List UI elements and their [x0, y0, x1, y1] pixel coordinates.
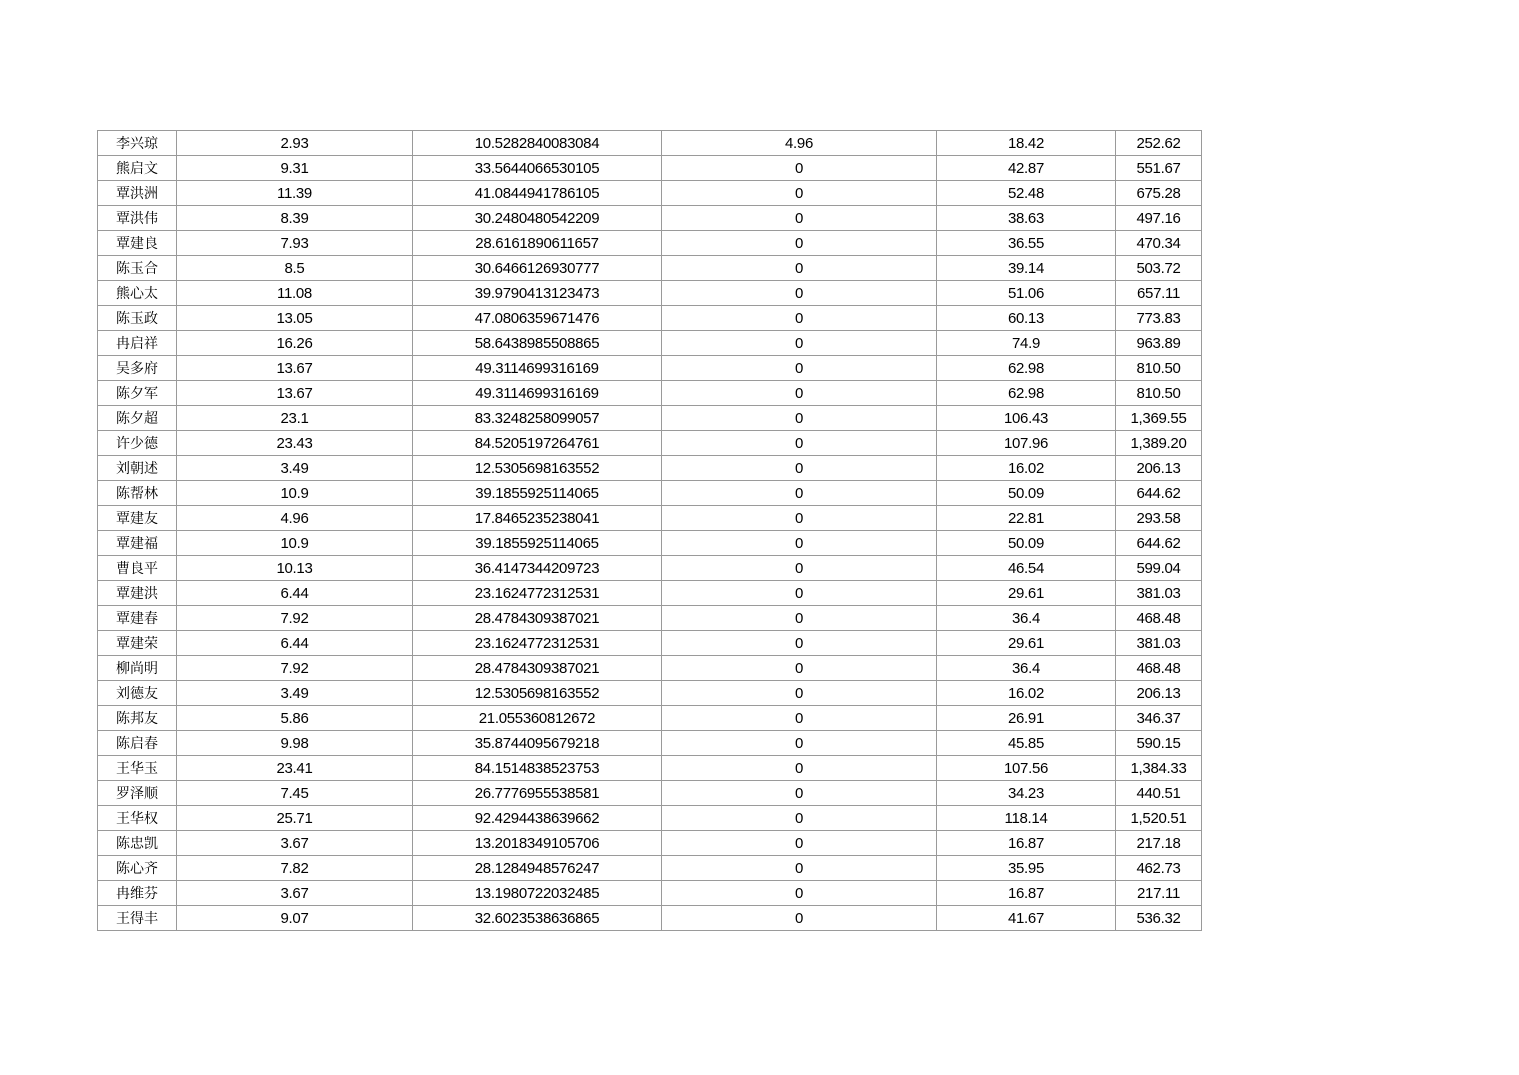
- value-cell-4: 16.87: [937, 831, 1116, 856]
- value-cell-2: 49.3114699316169: [413, 356, 662, 381]
- value-cell-4: 45.85: [937, 731, 1116, 756]
- total-cell: 217.18: [1116, 831, 1202, 856]
- table-body: [98, 131, 1202, 931]
- value-cell-1: 25.71: [177, 806, 413, 831]
- value-cell-3: 0: [662, 431, 937, 456]
- value-cell-1: 4.96: [177, 506, 413, 531]
- value-cell-1: 7.92: [177, 606, 413, 631]
- name-cell: 覃建良: [98, 231, 177, 256]
- value-cell-1: 9.07: [177, 906, 413, 931]
- value-cell-2: 39.1855925114065: [413, 531, 662, 556]
- value-cell-4: 22.81: [937, 506, 1116, 531]
- value-cell-3: 0: [662, 156, 937, 181]
- value-cell-2: 17.8465235238041: [413, 506, 662, 531]
- value-cell-3: 0: [662, 606, 937, 631]
- value-cell-2: 23.1624772312531: [413, 631, 662, 656]
- table-row: [98, 156, 1202, 181]
- value-cell-1: 10.13: [177, 556, 413, 581]
- value-cell-2: 28.4784309387021: [413, 656, 662, 681]
- table-row: [98, 781, 1202, 806]
- total-cell: 1,389.20: [1116, 431, 1202, 456]
- table-row: [98, 756, 1202, 781]
- table-row: [98, 681, 1202, 706]
- value-cell-4: 34.23: [937, 781, 1116, 806]
- value-cell-3: 0: [662, 706, 937, 731]
- value-cell-3: 0: [662, 481, 937, 506]
- total-cell: 381.03: [1116, 581, 1202, 606]
- value-cell-1: 3.67: [177, 831, 413, 856]
- value-cell-3: 0: [662, 806, 937, 831]
- value-cell-3: 0: [662, 256, 937, 281]
- value-cell-2: 47.0806359671476: [413, 306, 662, 331]
- table-row: [98, 406, 1202, 431]
- table-row: [98, 206, 1202, 231]
- table-row: [98, 581, 1202, 606]
- total-cell: 644.62: [1116, 481, 1202, 506]
- value-cell-4: 50.09: [937, 531, 1116, 556]
- value-cell-2: 26.7776955538581: [413, 781, 662, 806]
- total-cell: 963.89: [1116, 331, 1202, 356]
- value-cell-1: 11.39: [177, 181, 413, 206]
- name-cell: 陈忠凯: [98, 831, 177, 856]
- value-cell-3: 0: [662, 756, 937, 781]
- value-cell-2: 28.1284948576247: [413, 856, 662, 881]
- value-cell-4: 106.43: [937, 406, 1116, 431]
- value-cell-3: 0: [662, 656, 937, 681]
- value-cell-1: 5.86: [177, 706, 413, 731]
- table-row: [98, 706, 1202, 731]
- value-cell-2: 32.6023538636865: [413, 906, 662, 931]
- value-cell-4: 36.4: [937, 606, 1116, 631]
- value-cell-1: 3.49: [177, 681, 413, 706]
- name-cell: 覃建友: [98, 506, 177, 531]
- total-cell: 462.73: [1116, 856, 1202, 881]
- value-cell-4: 36.55: [937, 231, 1116, 256]
- name-cell: 曹良平: [98, 556, 177, 581]
- value-cell-2: 30.2480480542209: [413, 206, 662, 231]
- table-row: [98, 331, 1202, 356]
- value-cell-4: 29.61: [937, 631, 1116, 656]
- name-cell: 覃建洪: [98, 581, 177, 606]
- value-cell-2: 30.6466126930777: [413, 256, 662, 281]
- value-cell-3: 0: [662, 731, 937, 756]
- value-cell-1: 3.67: [177, 881, 413, 906]
- name-cell: 许少德: [98, 431, 177, 456]
- total-cell: 206.13: [1116, 681, 1202, 706]
- value-cell-1: 13.67: [177, 356, 413, 381]
- value-cell-4: 52.48: [937, 181, 1116, 206]
- table-row: [98, 456, 1202, 481]
- value-cell-4: 41.67: [937, 906, 1116, 931]
- table-row: [98, 656, 1202, 681]
- value-cell-1: 6.44: [177, 631, 413, 656]
- value-cell-1: 23.43: [177, 431, 413, 456]
- table-row: [98, 256, 1202, 281]
- total-cell: 503.72: [1116, 256, 1202, 281]
- value-cell-2: 12.5305698163552: [413, 456, 662, 481]
- value-cell-4: 46.54: [937, 556, 1116, 581]
- value-cell-4: 36.4: [937, 656, 1116, 681]
- value-cell-3: 0: [662, 356, 937, 381]
- value-cell-2: 84.5205197264761: [413, 431, 662, 456]
- value-cell-2: 84.1514838523753: [413, 756, 662, 781]
- total-cell: 810.50: [1116, 356, 1202, 381]
- name-cell: 覃建荣: [98, 631, 177, 656]
- value-cell-3: 0: [662, 906, 937, 931]
- value-cell-4: 107.56: [937, 756, 1116, 781]
- total-cell: 381.03: [1116, 631, 1202, 656]
- total-cell: 644.62: [1116, 531, 1202, 556]
- value-cell-1: 13.05: [177, 306, 413, 331]
- table-row: [98, 531, 1202, 556]
- value-cell-4: 62.98: [937, 356, 1116, 381]
- table-row: [98, 881, 1202, 906]
- value-cell-3: 0: [662, 456, 937, 481]
- table-row: [98, 856, 1202, 881]
- total-cell: 346.37: [1116, 706, 1202, 731]
- value-cell-2: 13.1980722032485: [413, 881, 662, 906]
- value-cell-4: 35.95: [937, 856, 1116, 881]
- table-row: [98, 481, 1202, 506]
- value-cell-1: 10.9: [177, 481, 413, 506]
- value-cell-4: 16.02: [937, 681, 1116, 706]
- value-cell-2: 41.0844941786105: [413, 181, 662, 206]
- value-cell-1: 7.45: [177, 781, 413, 806]
- table-row: [98, 281, 1202, 306]
- value-cell-1: 8.39: [177, 206, 413, 231]
- name-cell: 陈夕超: [98, 406, 177, 431]
- name-cell: 陈玉合: [98, 256, 177, 281]
- name-cell: 熊心太: [98, 281, 177, 306]
- value-cell-4: 51.06: [937, 281, 1116, 306]
- name-cell: 覃洪洲: [98, 181, 177, 206]
- value-cell-1: 9.31: [177, 156, 413, 181]
- table-row: [98, 731, 1202, 756]
- value-cell-2: 21.055360812672: [413, 706, 662, 731]
- data-table: [97, 130, 1202, 931]
- value-cell-1: 7.82: [177, 856, 413, 881]
- table-row: [98, 431, 1202, 456]
- value-cell-1: 8.5: [177, 256, 413, 281]
- table-row: [98, 181, 1202, 206]
- value-cell-1: 6.44: [177, 581, 413, 606]
- total-cell: 497.16: [1116, 206, 1202, 231]
- value-cell-3: 0: [662, 631, 937, 656]
- value-cell-2: 12.5305698163552: [413, 681, 662, 706]
- total-cell: 252.62: [1116, 131, 1202, 156]
- value-cell-3: 4.96: [662, 131, 937, 156]
- value-cell-2: 10.5282840083084: [413, 131, 662, 156]
- value-cell-3: 0: [662, 531, 937, 556]
- total-cell: 440.51: [1116, 781, 1202, 806]
- value-cell-1: 16.26: [177, 331, 413, 356]
- table-row: [98, 556, 1202, 581]
- value-cell-4: 39.14: [937, 256, 1116, 281]
- value-cell-2: 92.4294438639662: [413, 806, 662, 831]
- total-cell: 773.83: [1116, 306, 1202, 331]
- value-cell-3: 0: [662, 831, 937, 856]
- name-cell: 陈启春: [98, 731, 177, 756]
- value-cell-4: 118.14: [937, 806, 1116, 831]
- table-row: [98, 381, 1202, 406]
- value-cell-1: 9.98: [177, 731, 413, 756]
- value-cell-4: 74.9: [937, 331, 1116, 356]
- name-cell: 陈夕军: [98, 381, 177, 406]
- value-cell-3: 0: [662, 556, 937, 581]
- total-cell: 470.34: [1116, 231, 1202, 256]
- name-cell: 陈心齐: [98, 856, 177, 881]
- name-cell: 陈玉政: [98, 306, 177, 331]
- total-cell: 810.50: [1116, 381, 1202, 406]
- table-row: [98, 806, 1202, 831]
- value-cell-2: 33.5644066530105: [413, 156, 662, 181]
- value-cell-1: 13.67: [177, 381, 413, 406]
- table-row: [98, 131, 1202, 156]
- table-row: [98, 631, 1202, 656]
- value-cell-3: 0: [662, 206, 937, 231]
- value-cell-3: 0: [662, 181, 937, 206]
- total-cell: 468.48: [1116, 656, 1202, 681]
- value-cell-1: 11.08: [177, 281, 413, 306]
- value-cell-3: 0: [662, 231, 937, 256]
- total-cell: 590.15: [1116, 731, 1202, 756]
- name-cell: 覃建春: [98, 606, 177, 631]
- value-cell-4: 50.09: [937, 481, 1116, 506]
- table-row: [98, 306, 1202, 331]
- value-cell-3: 0: [662, 506, 937, 531]
- total-cell: 657.11: [1116, 281, 1202, 306]
- value-cell-2: 13.2018349105706: [413, 831, 662, 856]
- total-cell: 1,369.55: [1116, 406, 1202, 431]
- value-cell-2: 28.4784309387021: [413, 606, 662, 631]
- total-cell: 293.58: [1116, 506, 1202, 531]
- value-cell-2: 28.6161890611657: [413, 231, 662, 256]
- total-cell: 217.11: [1116, 881, 1202, 906]
- value-cell-3: 0: [662, 281, 937, 306]
- table-row: [98, 906, 1202, 931]
- value-cell-1: 2.93: [177, 131, 413, 156]
- total-cell: 675.28: [1116, 181, 1202, 206]
- table-row: [98, 356, 1202, 381]
- total-cell: 599.04: [1116, 556, 1202, 581]
- name-cell: 刘德友: [98, 681, 177, 706]
- total-cell: 1,384.33: [1116, 756, 1202, 781]
- value-cell-2: 49.3114699316169: [413, 381, 662, 406]
- value-cell-4: 26.91: [937, 706, 1116, 731]
- value-cell-3: 0: [662, 381, 937, 406]
- value-cell-4: 107.96: [937, 431, 1116, 456]
- total-cell: 1,520.51: [1116, 806, 1202, 831]
- value-cell-4: 16.02: [937, 456, 1116, 481]
- name-cell: 吴多府: [98, 356, 177, 381]
- name-cell: 王华权: [98, 806, 177, 831]
- value-cell-2: 58.6438985508865: [413, 331, 662, 356]
- value-cell-3: 0: [662, 406, 937, 431]
- value-cell-1: 7.93: [177, 231, 413, 256]
- value-cell-1: 23.1: [177, 406, 413, 431]
- name-cell: 覃洪伟: [98, 206, 177, 231]
- value-cell-3: 0: [662, 881, 937, 906]
- total-cell: 536.32: [1116, 906, 1202, 931]
- name-cell: 冉维芬: [98, 881, 177, 906]
- name-cell: 覃建福: [98, 531, 177, 556]
- table-row: [98, 506, 1202, 531]
- total-cell: 551.67: [1116, 156, 1202, 181]
- value-cell-1: 3.49: [177, 456, 413, 481]
- value-cell-2: 39.1855925114065: [413, 481, 662, 506]
- name-cell: 陈帮林: [98, 481, 177, 506]
- value-cell-4: 16.87: [937, 881, 1116, 906]
- value-cell-3: 0: [662, 856, 937, 881]
- name-cell: 刘朝述: [98, 456, 177, 481]
- value-cell-1: 7.92: [177, 656, 413, 681]
- value-cell-2: 36.4147344209723: [413, 556, 662, 581]
- value-cell-2: 39.9790413123473: [413, 281, 662, 306]
- table-row: [98, 831, 1202, 856]
- value-cell-2: 23.1624772312531: [413, 581, 662, 606]
- table-row: [98, 606, 1202, 631]
- total-cell: 206.13: [1116, 456, 1202, 481]
- value-cell-4: 62.98: [937, 381, 1116, 406]
- name-cell: 王华玉: [98, 756, 177, 781]
- name-cell: 罗泽顺: [98, 781, 177, 806]
- value-cell-2: 83.3248258099057: [413, 406, 662, 431]
- name-cell: 王得丰: [98, 906, 177, 931]
- value-cell-3: 0: [662, 781, 937, 806]
- name-cell: 李兴琼: [98, 131, 177, 156]
- name-cell: 冉启祥: [98, 331, 177, 356]
- name-cell: 陈邦友: [98, 706, 177, 731]
- value-cell-4: 42.87: [937, 156, 1116, 181]
- name-cell: 柳尚明: [98, 656, 177, 681]
- table-row: [98, 231, 1202, 256]
- value-cell-3: 0: [662, 306, 937, 331]
- value-cell-1: 10.9: [177, 531, 413, 556]
- value-cell-3: 0: [662, 331, 937, 356]
- value-cell-4: 18.42: [937, 131, 1116, 156]
- total-cell: 468.48: [1116, 606, 1202, 631]
- name-cell: 熊启文: [98, 156, 177, 181]
- value-cell-3: 0: [662, 581, 937, 606]
- value-cell-4: 60.13: [937, 306, 1116, 331]
- value-cell-1: 23.41: [177, 756, 413, 781]
- value-cell-3: 0: [662, 681, 937, 706]
- value-cell-4: 38.63: [937, 206, 1116, 231]
- value-cell-2: 35.8744095679218: [413, 731, 662, 756]
- value-cell-4: 29.61: [937, 581, 1116, 606]
